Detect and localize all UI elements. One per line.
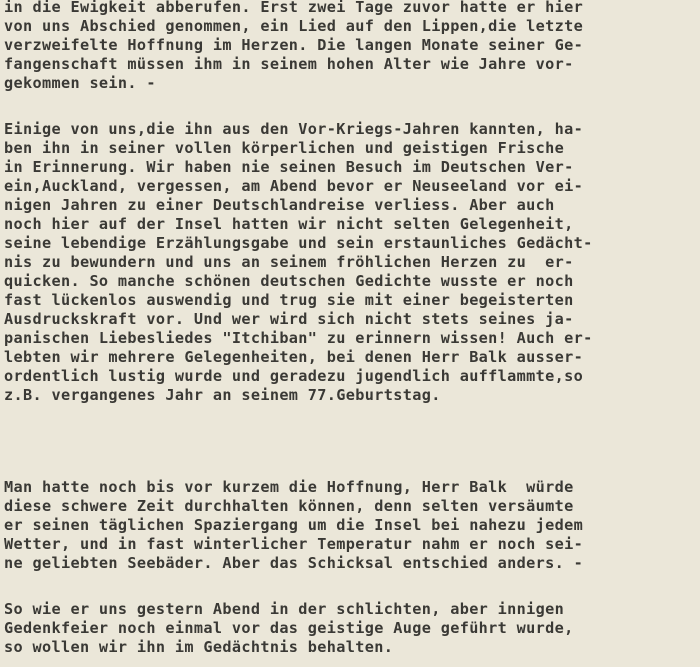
text-line: Man hatte noch bis vor kurzem die Hoffnung, Herr Balk würde	[4, 478, 574, 496]
text-line: ben ihn in seiner vollen körperlichen und geistigen Frische	[4, 139, 565, 157]
text-line: lebten wir mehrere Gelegenheiten, bei denen Herr Balk ausser-	[4, 348, 584, 366]
text-line: Wetter, und in fast winterlicher Temperatur nahm er noch sei-	[4, 535, 584, 553]
text-line: so wollen wir ihn im Gedächtnis behalten.	[4, 638, 394, 656]
text-line: nis zu bewundern und uns an seinem fröhlichen Herzen zu er-	[4, 253, 574, 271]
text-line: ne geliebten Seebäder. Aber das Schicksal entschied anders. -	[4, 554, 584, 572]
text-line: seine lebendige Erzählungsgabe und sein erstaunliches Gedächt-	[4, 234, 593, 252]
paragraph-4	[4, 600, 574, 657]
text-line: Einige von uns,die ihn aus den Vor-Kriegs-Jahren kannten, ha-	[4, 120, 584, 138]
text-line: in die Ewigkeit abberufen. Erst zwei Tage zuvor hatte er hier	[4, 0, 584, 16]
paragraph-1	[4, 0, 583, 93]
text-line: fast lückenlos auswendig und trug sie mit einer begeisterten	[4, 291, 574, 309]
text-line: ordentlich lustig wurde und geradezu jugendlich aufflammte,so	[4, 367, 584, 385]
text-line: in Erinnerung. Wir haben nie seinen Besuch im Deutschen Ver-	[4, 158, 574, 176]
text-line: noch hier auf der Insel hatten wir nicht selten Gelegenheit,	[4, 215, 574, 233]
text-line: verzweifelte Hoffnung im Herzen. Die langen Monate seiner Ge-	[4, 36, 584, 54]
text-line: panischen Liebesliedes "Itchiban" zu erinnern wissen! Auch er-	[4, 329, 593, 347]
text-line: gekommen sein. -	[4, 74, 156, 92]
text-line: Ausdruckskraft vor. Und wer wird sich nicht stets seines ja-	[4, 310, 574, 328]
text-line: von uns Abschied genommen, ein Lied auf den Lippen,die letzte	[4, 17, 584, 35]
text-line: quicken. So manche schönen deutschen Gedichte wusste er noch	[4, 272, 574, 290]
paragraph-3	[4, 478, 583, 573]
text-line: ein,Auckland, vergessen, am Abend bevor er Neuseeland vor ei-	[4, 177, 584, 195]
text-line: fangenschaft müssen ihm in seinem hohen Alter wie Jahre vor-	[4, 55, 574, 73]
text-line: diese schwere Zeit durchhalten können, denn selten versäumte	[4, 497, 574, 515]
text-line: z.B. vergangenes Jahr an seinem 77.Geburtstag.	[4, 386, 441, 404]
paragraph-2	[4, 120, 593, 405]
text-line: nigen Jahren zu einer Deutschlandreise verliess. Aber auch	[4, 196, 555, 214]
text-line: So wie er uns gestern Abend in der schlichten, aber innigen	[4, 600, 565, 618]
text-line: er seinen täglichen Spaziergang um die Insel bei nahezu jedem	[4, 516, 584, 534]
text-line: Gedenkfeier noch einmal vor das geistige Auge geführt wurde,	[4, 619, 574, 637]
